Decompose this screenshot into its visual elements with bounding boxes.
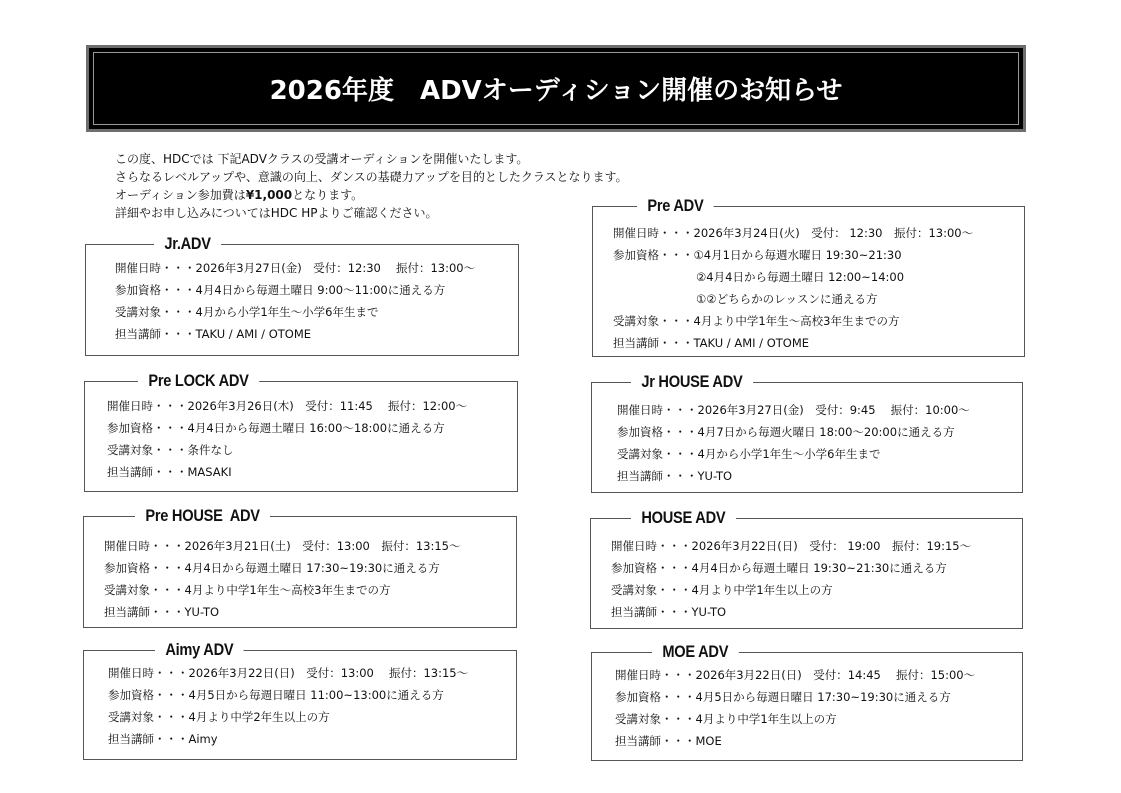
class-qualification: 参加資格・・・4月4日から毎週土曜日 17:30~19:30に通える方 bbox=[104, 561, 440, 575]
class-target: 受講対象・・・4月より中学1年生〜高校3年生までの方 bbox=[613, 314, 900, 328]
class-title-jr-adv: Jr.ADV bbox=[154, 234, 221, 254]
class-teacher: 担当講師・・・MOE bbox=[615, 734, 722, 748]
class-qualification: 参加資格・・・4月4日から毎週土曜日 16:00〜18:00に通える方 bbox=[107, 421, 445, 435]
intro-line-3 bbox=[115, 186, 628, 204]
class-target: 受講対象・・・条件なし bbox=[107, 443, 234, 457]
intro-line-1: この度、HDCでは 下記ADVクラスの受講オーディションを開催いたします。 bbox=[115, 152, 529, 166]
intro-text bbox=[115, 150, 628, 222]
class-date: 開催日時・・・2026年3月21日(土) 受付：13:00 振付：13:15〜 bbox=[104, 539, 461, 553]
class-date: 開催日時・・・2026年3月26日(木) 受付：11:45 振付：12:00〜 bbox=[107, 399, 468, 413]
class-qualification-3: ①②どちらかのレッスンに通える方 bbox=[696, 292, 878, 306]
class-date: 開催日時・・・2026年3月22日(日) 受付：13:00 振付：13:15〜 bbox=[108, 666, 469, 680]
title-banner-inner bbox=[93, 52, 1019, 125]
class-date: 開催日時・・・2026年3月22日(日) 受付：14:45 振付：15:00〜 bbox=[615, 668, 976, 682]
class-teacher: 担当講師・・・TAKU / AMI / OTOME bbox=[115, 327, 312, 341]
class-date: 開催日時・・・2026年3月22日(日) 受付： 19:00 振付：19:15〜 bbox=[611, 539, 972, 553]
class-title-pre-lock-adv: Pre LOCK ADV bbox=[138, 371, 259, 391]
class-box-aimy-adv bbox=[83, 640, 517, 760]
class-target: 受講対象・・・4月より中学1年生以上の方 bbox=[615, 712, 837, 726]
class-box-jr-adv bbox=[85, 234, 519, 356]
intro-line-4: 詳細やお申し込みについてはHDC HPよりご確認ください。 bbox=[115, 206, 438, 220]
class-qualification-2: ②4月4日から毎週土曜日 12:00~14:00 bbox=[696, 270, 905, 284]
intro-line-3-pre: オーディション参加費は bbox=[115, 188, 246, 202]
class-target: 受講対象・・・4月より中学1年生以上の方 bbox=[611, 583, 833, 597]
class-box-pre-lock-adv bbox=[84, 371, 518, 492]
class-title-pre-adv: Pre ADV bbox=[637, 196, 714, 216]
class-qualification: 参加資格・・・4月4日から毎週土曜日 9:00〜11:00に通える方 bbox=[115, 283, 446, 297]
class-teacher: 担当講師・・・YU-TO bbox=[611, 605, 727, 619]
class-qualification: 参加資格・・・4月7日から毎週火曜日 18:00〜20:00に通える方 bbox=[617, 425, 955, 439]
class-target: 受講対象・・・4月から小学1年生〜小学6年生まで bbox=[617, 447, 881, 461]
class-title-jr-house-adv: Jr HOUSE ADV bbox=[631, 372, 753, 392]
class-date: 開催日時・・・2026年3月24日(火) 受付： 12:30 振付：13:00〜 bbox=[613, 226, 974, 240]
class-teacher: 担当講師・・・TAKU / AMI / OTOME bbox=[613, 336, 810, 350]
class-title-house-adv: HOUSE ADV bbox=[631, 508, 736, 528]
class-teacher: 担当講師・・・YU-TO bbox=[104, 605, 220, 619]
class-teacher: 担当講師・・・YU-TO bbox=[617, 469, 733, 483]
title-banner bbox=[86, 45, 1026, 132]
class-box-moe-adv bbox=[591, 642, 1023, 761]
class-qualification: 参加資格・・・4月4日から毎週土曜日 19:30~21:30に通える方 bbox=[611, 561, 947, 575]
class-date: 開催日時・・・2026年3月27日(金) 受付：12:30 振付：13:00〜 bbox=[115, 261, 476, 275]
class-box-pre-adv bbox=[592, 196, 1025, 357]
class-date: 開催日時・・・2026年3月27日(金) 受付：9:45 振付：10:00〜 bbox=[617, 403, 970, 417]
class-title-aimy-adv: Aimy ADV bbox=[155, 640, 244, 660]
class-target: 受講対象・・・4月より中学1年生〜高校3年生までの方 bbox=[104, 583, 391, 597]
class-box-pre-house-adv bbox=[83, 506, 517, 628]
class-qualification: 参加資格・・・4月5日から毎週日曜日 17:30~19:30に通える方 bbox=[615, 690, 951, 704]
class-qualification: 参加資格・・・4月5日から毎週日曜日 11:00~13:00に通える方 bbox=[108, 688, 444, 702]
audition-fee: ¥1,000 bbox=[245, 188, 293, 202]
intro-line-3-post: となります。 bbox=[292, 188, 364, 202]
class-target: 受講対象・・・4月から小学1年生〜小学6年生まで bbox=[115, 305, 379, 319]
class-title-pre-house-adv: Pre HOUSE ADV bbox=[135, 506, 270, 526]
intro-line-2: さらなるレベルアップや、意識の向上、ダンスの基礎力アップを目的としたクラスとなります。 bbox=[115, 170, 628, 184]
class-box-jr-house-adv bbox=[591, 372, 1023, 493]
class-target: 受講対象・・・4月より中学2年生以上の方 bbox=[108, 710, 330, 724]
class-box-house-adv bbox=[590, 508, 1023, 629]
class-teacher: 担当講師・・・MASAKI bbox=[107, 465, 232, 479]
class-title-moe-adv: MOE ADV bbox=[652, 642, 739, 662]
page-title: 2026年度 ADVオーディション開催のお知らせ bbox=[269, 76, 843, 106]
class-qualification: 参加資格・・・①4月1日から毎週水曜日 19:30~21:30 bbox=[613, 248, 902, 262]
class-teacher: 担当講師・・・Aimy bbox=[108, 732, 218, 746]
